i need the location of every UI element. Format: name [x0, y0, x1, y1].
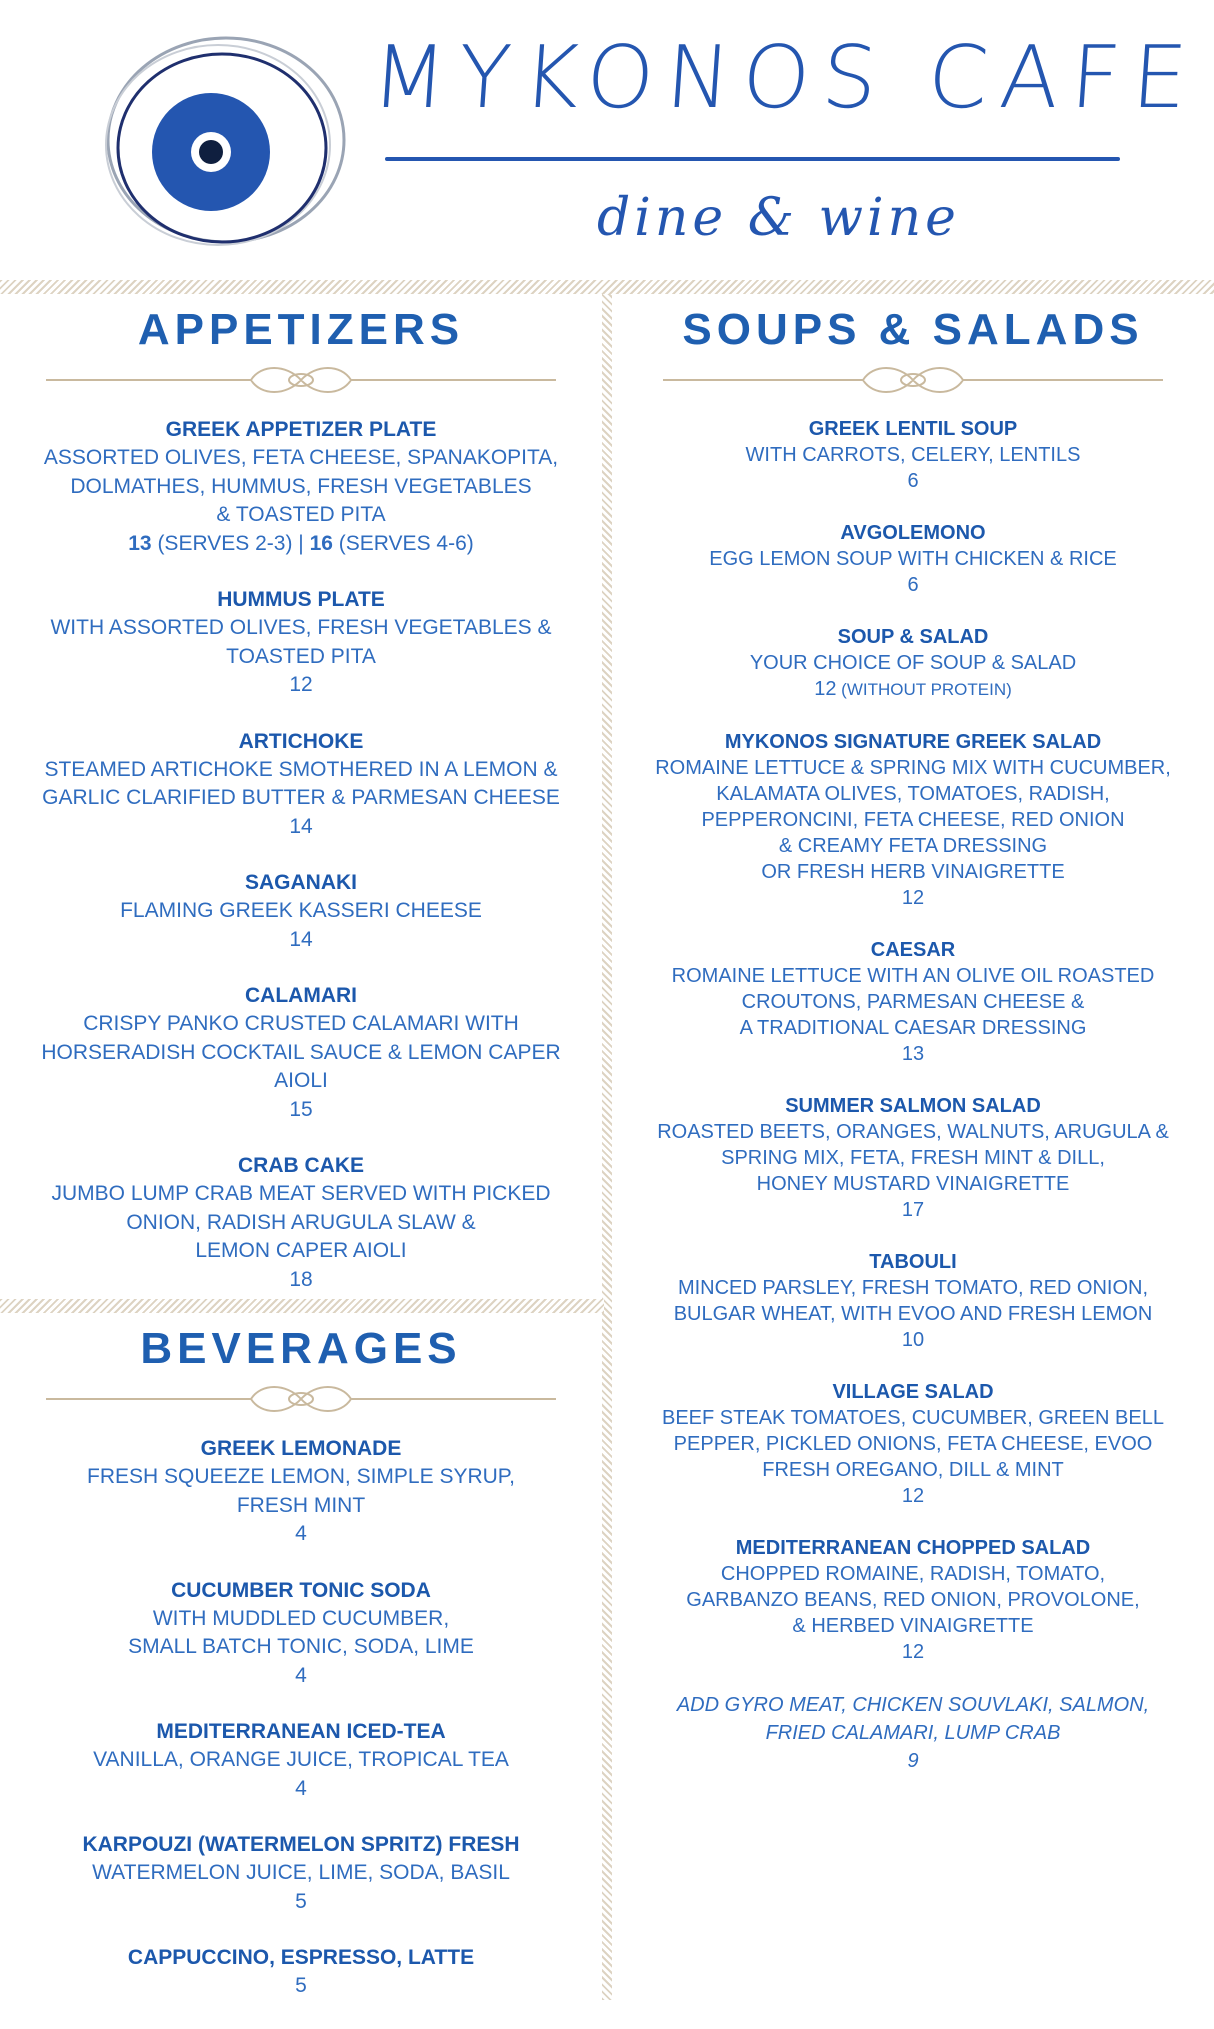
item-price: 12	[289, 673, 313, 696]
knot-divider-icon	[663, 362, 1163, 398]
item-name: GREEK APPETIZER PLATE	[165, 418, 437, 441]
item-name: CALAMARI	[245, 984, 357, 1007]
item-description: BEEF STEAK TOMATOES, CUCUMBER, GREEN BELL PEPPER, PICKLED ONIONS, FETA CHEESE, EVOO FRESH OREGANO, DILL & MINT	[662, 1407, 1164, 1481]
knot-divider-icon	[46, 1381, 556, 1417]
top-divider	[0, 280, 1214, 294]
item-name: CUCUMBER TONIC SODA	[171, 1578, 431, 1602]
item-name: HUMMUS PLATE	[217, 588, 385, 611]
item-name: GREEK LEMONADE	[200, 1437, 402, 1460]
restaurant-tagline: dine & wine	[597, 188, 960, 248]
menu-item	[0, 416, 602, 558]
item-description: EGG LEMON SOUP WITH CHICKEN & RICE	[709, 548, 1117, 570]
menu-item	[612, 729, 1214, 911]
column-divider	[602, 294, 612, 2000]
protein-addon	[612, 1691, 1214, 1775]
item-price: 4	[295, 1776, 307, 1800]
item-price: 4	[295, 1663, 307, 1687]
item-price: 12	[901, 1485, 925, 1507]
item-description: JUMBO LUMP CRAB MEAT SERVED WITH PICKED ONION, RADISH ARUGULA SLAW & LEMON CAPER AIOLI	[51, 1182, 551, 1262]
item-price: 5	[295, 1974, 307, 1997]
item-price	[612, 676, 1214, 703]
item-name: MEDITERRANEAN CHOPPED SALAD	[735, 1537, 1091, 1559]
serves-small: (SERVES 2-3) |	[151, 531, 310, 555]
item-description: FRESH SQUEEZE LEMON, SIMPLE SYRUP, FRESH MINT	[87, 1465, 515, 1517]
item-name: CAPPUCCINO, ESPRESSO, LATTE	[127, 1946, 475, 1969]
item-name: CRAB CAKE	[238, 1154, 364, 1177]
menu-item	[0, 1435, 602, 1549]
evil-eye-logo	[96, 22, 356, 257]
menu-item	[0, 1577, 602, 1691]
item-name: SAGANAKI	[244, 871, 357, 894]
item-name: AVGOLEMONO	[840, 522, 986, 544]
item-description: FLAMING GREEK KASSERI CHEESE	[120, 899, 482, 922]
item-price: 10	[901, 1329, 925, 1351]
item-description: WATERMELON JUICE, LIME, SODA, BASIL	[92, 1861, 510, 1884]
item-name: SUMMER SALMON SALAD	[785, 1095, 1041, 1117]
item-price: 13	[901, 1043, 925, 1065]
price-value: 12	[814, 678, 837, 700]
menu-item	[612, 1093, 1214, 1223]
item-price: 12	[901, 887, 925, 909]
item-price: 12	[901, 1641, 925, 1663]
item-description: WITH MUDDLED CUCUMBER, SMALL BATCH TONIC, SODA, LIME	[128, 1606, 474, 1658]
item-price	[0, 530, 602, 559]
item-description: ROMAINE LETTUCE WITH AN OLIVE OIL ROASTED CROUTONS, PARMESAN CHEESE & A TRADITIONAL CAESAR DRESSING	[671, 965, 1155, 1039]
menu-item	[0, 982, 602, 1124]
menu-item	[612, 1535, 1214, 1665]
item-description: ROMAINE LETTUCE & SPRING MIX WITH CUCUMBER, KALAMATA OLIVES, TOMATOES, RADISH, PEPPERONCINI, FETA CHEESE, RED ONION & CREAMY FETA DRESSING OR FRESH HERB VINAIGRETTE	[655, 757, 1171, 883]
addon-price: 9	[907, 1750, 919, 1772]
item-description: WITH ASSORTED OLIVES, FRESH VEGETABLES & TOASTED PITA	[50, 616, 552, 668]
item-description: YOUR CHOICE OF SOUP & SALAD	[749, 652, 1077, 674]
menu-item	[0, 1718, 602, 1803]
item-price: 17	[901, 1199, 925, 1221]
menu-item	[612, 416, 1214, 494]
item-name: GREEK LENTIL SOUP	[808, 418, 1018, 440]
item-name: CAESAR	[870, 939, 956, 961]
item-price: 6	[907, 470, 919, 492]
item-price: 18	[289, 1267, 313, 1291]
menu-header	[0, 0, 1214, 280]
appetizers-section	[0, 294, 602, 1322]
menu-item	[612, 624, 1214, 703]
menu-item	[612, 1379, 1214, 1509]
menu-item	[612, 1249, 1214, 1353]
menu-item	[612, 937, 1214, 1067]
header-rule	[385, 157, 1120, 161]
section-title: BEVERAGES	[140, 1324, 462, 1373]
item-description: WITH CARROTS, CELERY, LENTILS	[745, 444, 1081, 466]
item-name: SOUP & SALAD	[837, 626, 989, 648]
item-description: VANILLA, ORANGE JUICE, TROPICAL TEA	[93, 1748, 509, 1771]
item-price: 15	[289, 1097, 313, 1121]
addon-text: ADD GYRO MEAT, CHICKEN SOUVLAKI, SALMON, FRIED CALAMARI, LUMP CRAB	[676, 1694, 1150, 1744]
menu-item	[0, 1944, 602, 2001]
soups-salads-section	[612, 294, 1214, 1801]
price-note: (WITHOUT PROTEIN)	[836, 680, 1012, 699]
item-description: ROASTED BEETS, ORANGES, WALNUTS, ARUGULA & SPRING MIX, FETA, FRESH MINT & DILL, HONEY MUSTARD VINAIGRETTE	[657, 1121, 1169, 1195]
item-description: CHOPPED ROMAINE, RADISH, TOMATO, GARBANZO BEANS, RED ONION, PROVOLONE, & HERBED VINAIGRETTE	[686, 1563, 1140, 1637]
item-price: 5	[295, 1889, 307, 1913]
item-description: CRISPY PANKO CRUSTED CALAMARI WITH HORSERADISH COCKTAIL SAUCE & LEMON CAPER AIOLI	[41, 1012, 561, 1092]
menu-item	[0, 1831, 602, 1916]
item-name: MEDITERRANEAN ICED-TEA	[156, 1720, 446, 1743]
item-name: MYKONOS SIGNATURE GREEK SALAD	[724, 731, 1102, 753]
item-price: 6	[907, 574, 919, 596]
beverages-section	[0, 1313, 602, 2029]
knot-divider-icon	[46, 362, 556, 398]
menu-item	[0, 869, 602, 954]
menu-item	[612, 520, 1214, 598]
menu-item	[0, 586, 602, 700]
price-small: 13	[128, 531, 152, 555]
section-title: SOUPS & SALADS	[682, 305, 1144, 354]
item-price: 14	[289, 814, 313, 838]
item-description: MINCED PARSLEY, FRESH TOMATO, RED ONION, BULGAR WHEAT, WITH EVOO AND FRESH LEMON	[673, 1277, 1153, 1325]
section-title: APPETIZERS	[137, 305, 465, 354]
item-price: 14	[289, 927, 313, 951]
price-large: 16	[309, 531, 333, 555]
serves-large: (SERVES 4-6)	[332, 531, 474, 555]
item-description: STEAMED ARTICHOKE SMOTHERED IN A LEMON & GARLIC CLARIFIED BUTTER & PARMESAN CHEESE	[42, 757, 560, 809]
item-description: ASSORTED OLIVES, FETA CHEESE, SPANAKOPITA, DOLMATHES, HUMMUS, FRESH VEGETABLES & TOASTED PITA	[43, 446, 559, 526]
item-name: TABOULI	[869, 1251, 957, 1273]
menu-item	[0, 728, 602, 842]
item-name: ARTICHOKE	[238, 729, 364, 753]
restaurant-name: MYKONOS CAFE	[368, 28, 1203, 128]
item-name: VILLAGE SALAD	[832, 1381, 994, 1403]
item-price: 4	[295, 1522, 307, 1545]
menu-item	[0, 1152, 602, 1294]
item-name: KARPOUZI (WATERMELON SPRITZ) FRESH	[82, 1833, 520, 1856]
